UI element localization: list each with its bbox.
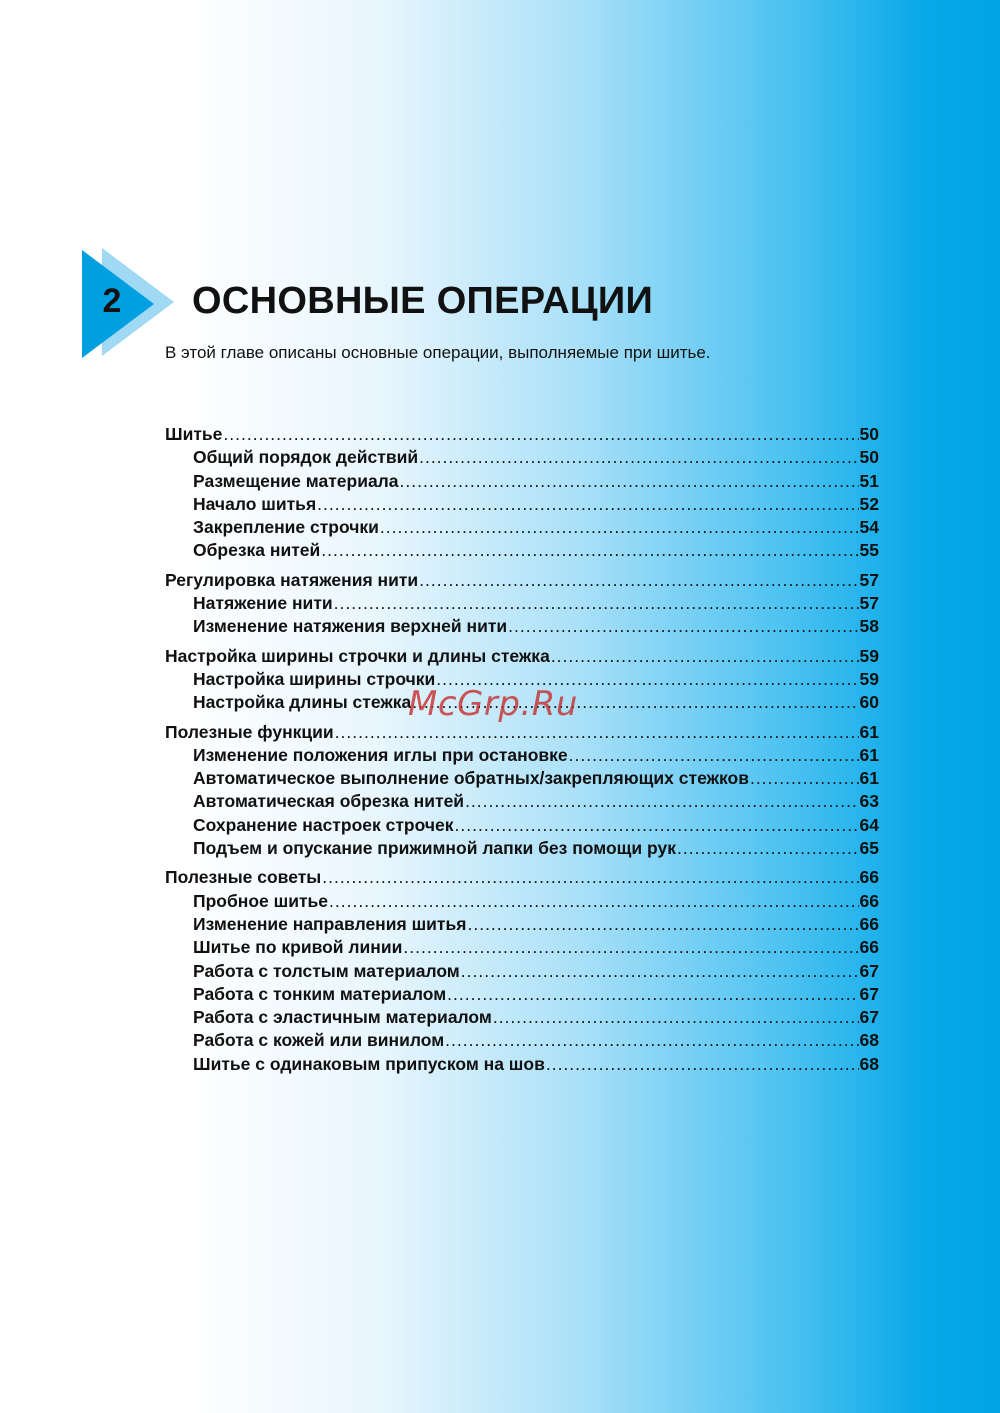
toc-subsection-entry	[165, 593, 879, 616]
toc-page-number: 68	[859, 1053, 879, 1074]
toc-entry-title: Подъем и опускание прижимной лапки без помощи рук	[193, 838, 676, 859]
toc-entry-title: Работа с толстым материалом	[193, 960, 460, 981]
toc-leader-dots	[380, 517, 859, 538]
toc-leader-dots	[677, 838, 859, 859]
toc-subsection-entry	[165, 494, 879, 517]
toc-page-number: 61	[859, 768, 879, 789]
toc-page-number: 59	[859, 645, 879, 666]
toc-subsection-entry	[165, 791, 879, 814]
toc-subsection-entry	[165, 815, 879, 838]
toc-entry-title: Шитье	[165, 424, 223, 444]
toc-page-number: 58	[859, 616, 879, 637]
toc-subsection-entry	[165, 616, 879, 639]
toc-entry-title: Сохранение настроек строчек	[193, 814, 454, 835]
toc-entry-title: Закрепление строчки	[193, 517, 379, 538]
toc-page-number: 65	[859, 838, 879, 859]
toc-page-number: 63	[859, 791, 879, 812]
toc-page-number: 50	[859, 447, 879, 468]
toc-entry-title: Настройка ширины строчки	[193, 668, 436, 689]
toc-entry-title: Натяжение нити	[193, 593, 333, 614]
toc-page-number: 64	[859, 814, 879, 835]
toc-entry-title: Размещение материала	[193, 470, 399, 491]
toc-leader-dots	[321, 540, 858, 561]
toc-entry-title: Изменение натяжения верхней нити	[193, 616, 508, 637]
toc-leader-dots	[419, 447, 858, 468]
chapter-number: 2	[102, 282, 122, 320]
toc-subsection-entry	[165, 768, 879, 791]
toc-leader-dots	[419, 570, 858, 591]
toc-leader-dots	[508, 616, 858, 637]
toc-page-number: 66	[859, 890, 879, 911]
toc-entry-title: Полезные советы	[165, 867, 322, 888]
toc-entry-title: Общий порядок действий	[193, 447, 419, 468]
toc-leader-dots	[461, 961, 859, 982]
toc-page-number: 55	[859, 540, 879, 561]
chapter-intro: В этой главе описаны основные операции, выполняемые при шитье.	[165, 343, 711, 362]
toc-page-number: 66	[859, 937, 879, 958]
toc-leader-dots	[445, 1030, 858, 1051]
toc-leader-dots	[569, 745, 859, 766]
toc-leader-dots	[750, 768, 859, 789]
toc-leader-dots	[403, 937, 858, 958]
toc-entry-title: Регулировка натяжения нити	[165, 569, 419, 590]
toc-leader-dots	[546, 1054, 859, 1075]
toc-page-number: 51	[859, 470, 879, 491]
toc-subsection-entry	[165, 937, 879, 960]
toc-entry-title: Настройка длины стежка	[193, 692, 412, 713]
toc-leader-dots	[329, 891, 859, 912]
toc-page-number: 66	[859, 867, 879, 888]
toc-subsection-entry	[165, 914, 879, 937]
toc-section-entry	[165, 722, 879, 745]
toc-section-entry	[165, 646, 879, 669]
toc-page-number: 66	[859, 913, 879, 934]
toc-subsection-entry	[165, 891, 879, 914]
toc-leader-dots	[334, 593, 859, 614]
toc-leader-dots	[455, 815, 859, 836]
toc-page-number: 54	[859, 517, 879, 538]
toc-page-number: 68	[859, 1030, 879, 1051]
toc-page-number: 57	[859, 593, 879, 614]
toc-subsection-entry	[165, 540, 879, 563]
toc-page-number: 67	[859, 960, 879, 981]
toc-section-entry	[165, 424, 879, 447]
toc-page-number: 60	[859, 692, 879, 713]
toc-page-number: 67	[859, 983, 879, 1004]
toc-subsection-entry	[165, 984, 879, 1007]
toc-subsection-entry	[165, 471, 879, 494]
toc-entry-title: Работа с тонким материалом	[193, 983, 447, 1004]
toc-subsection-entry	[165, 961, 879, 984]
toc-entry-title: Изменение положения иглы при остановке	[193, 744, 568, 765]
toc-subsection-entry	[165, 517, 879, 540]
toc-entry-title: Работа с кожей или винилом	[193, 1030, 445, 1051]
toc-leader-dots	[447, 984, 858, 1005]
toc-leader-dots	[317, 494, 858, 515]
toc-entry-title: Обрезка нитей	[193, 540, 321, 561]
toc-entry-title: Автоматическая обрезка нитей	[193, 791, 465, 812]
toc-subsection-entry	[165, 1007, 879, 1030]
toc-subsection-entry	[165, 745, 879, 768]
toc-leader-dots	[322, 867, 858, 888]
toc-leader-dots	[551, 646, 859, 667]
toc-leader-dots	[467, 914, 858, 935]
toc-section-entry	[165, 867, 879, 890]
toc-leader-dots	[400, 471, 859, 492]
toc-subsection-entry	[165, 838, 879, 861]
toc-page-number: 59	[859, 668, 879, 689]
toc-page-number: 50	[859, 424, 879, 444]
toc-entry-title: Автоматическое выполнение обратных/закрепляющих стежков	[193, 768, 749, 789]
toc-entry-title: Работа с эластичным материалом	[193, 1007, 492, 1028]
toc-entry-title: Шитье по кривой линии	[193, 937, 403, 958]
toc-entry-title: Полезные функции	[165, 721, 334, 742]
toc-leader-dots	[493, 1007, 859, 1028]
toc-entry-title: Шитье с одинаковым припуском на шов	[193, 1053, 545, 1074]
toc-entry-title: Настройка ширины строчки и длины стежка	[165, 645, 550, 666]
table-of-contents	[165, 424, 879, 1077]
toc-page-number: 67	[859, 1007, 879, 1028]
toc-leader-dots	[223, 424, 858, 445]
toc-entry-title: Пробное шитье	[193, 890, 329, 911]
chapter-title: ОСНОВНЫЕ ОПЕРАЦИИ	[192, 280, 654, 322]
toc-page-number: 61	[859, 721, 879, 742]
toc-entry-title: Начало шитья	[193, 493, 317, 514]
toc-page-number: 57	[859, 569, 879, 590]
toc-subsection-entry	[165, 1054, 879, 1077]
toc-page-number: 52	[859, 493, 879, 514]
toc-subsection-entry	[165, 447, 879, 470]
toc-leader-dots	[465, 791, 858, 812]
toc-leader-dots	[335, 722, 859, 743]
toc-entry-title: Изменение направления шитья	[193, 913, 467, 934]
watermark: McGrp.Ru	[408, 684, 578, 724]
toc-subsection-entry	[165, 1030, 879, 1053]
toc-page-number: 61	[859, 744, 879, 765]
toc-section-entry	[165, 570, 879, 593]
